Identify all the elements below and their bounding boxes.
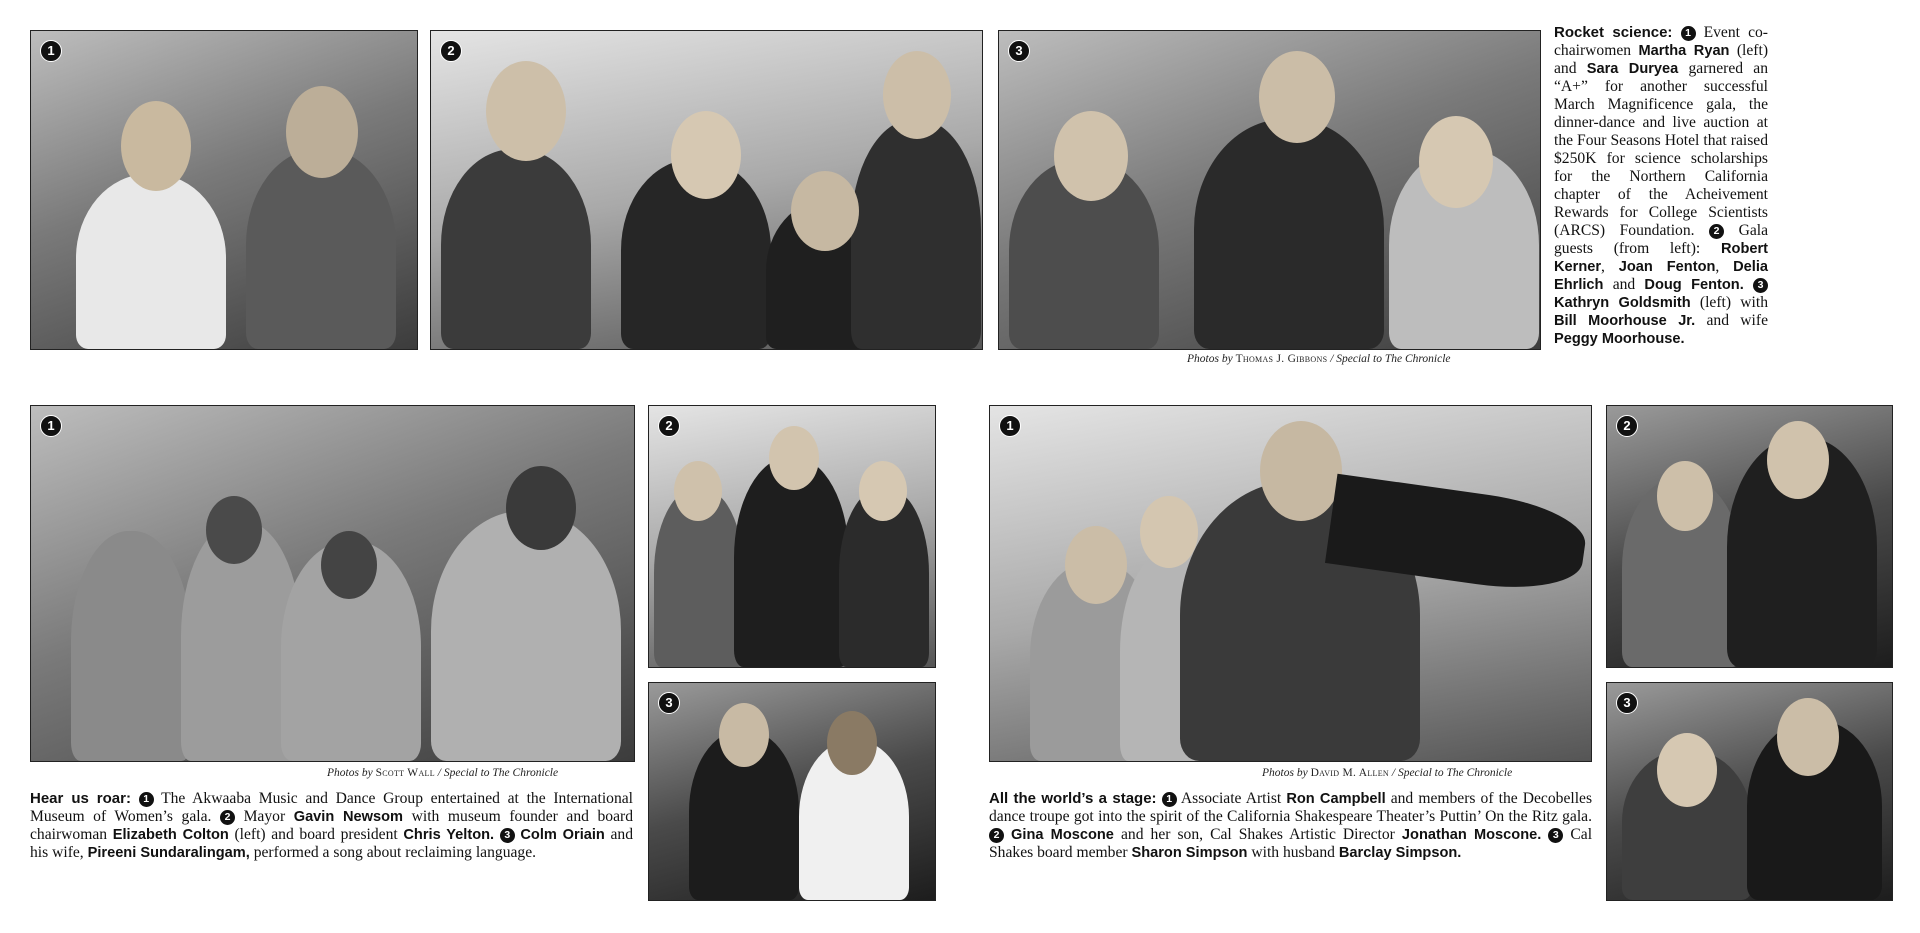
photo-newsom-colton-yelton [648,405,936,668]
person-name: Sara Duryea [1586,61,1679,77]
caption-all-the-worlds-a-stage: All the world’s a stage: 1 Associate Artist Ron Campbell and members of the Decobelles dance troupe got into the spirit of the California Shakespeare Theater’s Puttin’ On the Ritz gala. 2 Gina Moscone and her son, Cal Shakes Artistic Director Jonathan Moscone. 3 Cal Shakes board member Sharon Simpson with husband Barclay Simpson. [989,790,1593,861]
photo-number-badge: 3 [1616,692,1638,714]
photo-credit: Photos by David M. Allen / Special to The Chronicle [1262,767,1513,779]
number-marker: 3 [1753,278,1768,293]
number-marker: 3 [500,828,515,843]
photo-ryan-duryea [30,30,418,350]
number-marker: 1 [1681,26,1696,41]
number-marker: 2 [989,828,1004,843]
photo-number-badge: 2 [658,415,680,437]
photographer-name: David M. Allen [1310,767,1389,779]
photo-campbell-decobelles [989,405,1592,762]
person-name: Kathryn Goldsmith [1554,295,1691,311]
person-name: Robert Kerner [1554,241,1769,275]
caption-lead: All the world’s a stage: [989,790,1157,807]
photographer-name: Scott Wall [375,767,435,779]
photo-number-badge: 2 [1616,415,1638,437]
photo-number-badge: 1 [40,40,62,62]
person-name: Barclay Simpson. [1338,845,1462,861]
person-name: Peggy Moorhouse. [1554,331,1685,347]
person-name: Martha Ryan [1638,43,1730,59]
photo-number-badge: 1 [999,415,1021,437]
number-marker: 1 [1162,792,1177,807]
person-name: Delia Ehrlich [1554,259,1768,293]
person-name: Bill Moorhouse Jr. [1554,313,1696,329]
person-name: Gavin Newsom [293,809,404,825]
person-name: Colm Oriain [520,827,605,843]
person-name: Elizabeth Colton [112,827,229,843]
caption-lead: Rocket science: [1554,24,1673,41]
person-name: Jonathan Moscone. [1401,827,1542,843]
number-marker: 1 [139,792,154,807]
photo-number-badge: 2 [440,40,462,62]
photo-akwaaba-dancers [30,405,635,762]
person-name: Gina Moscone [1011,827,1114,843]
photographer-name: Thomas J. Gibbons [1235,353,1328,365]
caption-rocket-science: Rocket science: 1 Event co-chairwomen Martha Ryan (left) and Sara Duryea garnered an “A+” for another successful March Magnificence gala, the dinner-dance and live auction at the Four Seasons Hotel that raised $250K for science scholarships for the Northern California chapter of the Acheivement Rewards for College Scientists (ARCS) Foundation. 2 Gala guests (from left): Robert Kerner, Joan Fenton, Delia Ehrlich and Doug Fenton. 3 Kathryn Goldsmith (left) with Bill Moorhouse Jr. and wife Peggy Moorhouse. [1554,24,1769,347]
person-name: Sharon Simpson [1131,845,1248,861]
photo-number-badge: 3 [1008,40,1030,62]
person-name: Ron Campbell [1286,791,1386,807]
photo-gala-guests [430,30,983,350]
photo-gina-jonathan-moscone [1606,405,1893,668]
photo-oriain-sundaralingam [648,682,936,901]
photo-goldsmith-moorhouse [998,30,1541,350]
person-name: Doug Fenton. [1644,277,1744,293]
number-marker: 2 [1709,224,1724,239]
caption-lead: Hear us roar: [30,790,131,807]
photo-credit: Photos by Scott Wall / Special to The Chronicle [327,767,559,779]
caption-hear-us-roar: Hear us roar: 1 The Akwaaba Music and Dance Group entertained at the International Museum of Women’s gala. 2 Mayor Gavin Newsom with museum founder and board chairwoman Elizabeth Colton (left) and board president Chris Yelton. 3 Colm Oriain and his wife, Pireeni Sundaralingam, performed a song about reclaiming language. [30,790,634,861]
person-name: Chris Yelton. [403,827,495,843]
photo-number-badge: 3 [658,692,680,714]
person-name: Joan Fenton [1618,259,1716,275]
number-marker: 3 [1548,828,1563,843]
person-name: Pireeni Sundaralingam, [87,845,250,861]
photo-credit: Photos by Thomas J. Gibbons / Special to The Chronicle [1187,353,1451,365]
photo-sharon-barclay-simpson [1606,682,1893,901]
number-marker: 2 [220,810,235,825]
photo-number-badge: 1 [40,415,62,437]
